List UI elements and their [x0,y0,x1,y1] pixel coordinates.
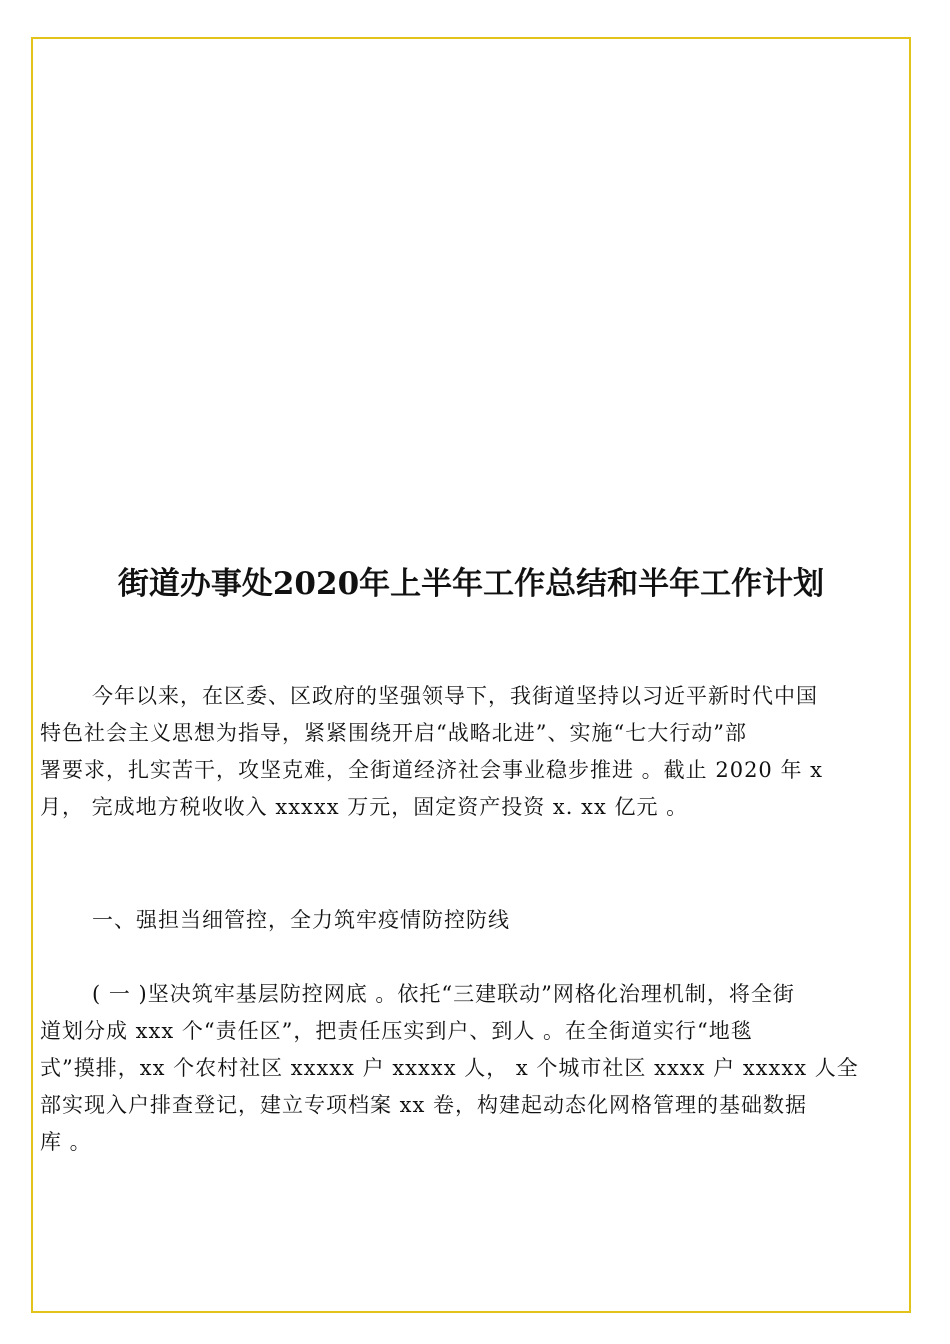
section-heading-text: 一、强担当细管控，全力筑牢疫情防控防线 [92,908,510,932]
section-heading [40,902,906,939]
sub-line-2: 道划分成 xxx 个“责任区”，把责任压实到户、到人 。在全街道实行“地毯 [40,1019,753,1043]
intro-line-1: 今年以来，在区委、区政府的坚强领导下，我街道坚持以习近平新时代中国 [92,684,818,708]
sub-line-5: 库 。 [40,1130,92,1154]
subsection-paragraph [40,976,906,1161]
intro-paragraph [40,678,906,826]
sub-line-3: 式”摸排，xx 个农村社区 xxxxx 户 xxxxx 人， x 个城市社区 xxxx 户 xxxxx 人全 [40,1056,859,1080]
intro-line-4: 月， 完成地方税收收入 xxxxx 万元，固定资产投资 x. xx 亿元 。 [40,795,689,819]
sub-line-1: ( 一 )坚决筑牢基层防控网底 。依托“三建联动”网格化治理机制，将全街 [92,982,795,1006]
intro-line-2: 特色社会主义思想为指导，紧紧围绕开启“战略北进”、实施“七大行动”部 [40,721,747,745]
intro-line-3: 署要求，扎实苦干，攻坚克难，全街道经济社会事业稳步推进 。截止 2020 年 x [40,758,823,782]
sub-line-4: 部实现入户排查登记，建立专项档案 xx 卷，构建起动态化网格管理的基础数据 [40,1093,808,1117]
document-title: 街道办事处2020年上半年工作总结和半年工作计划 [117,566,825,602]
